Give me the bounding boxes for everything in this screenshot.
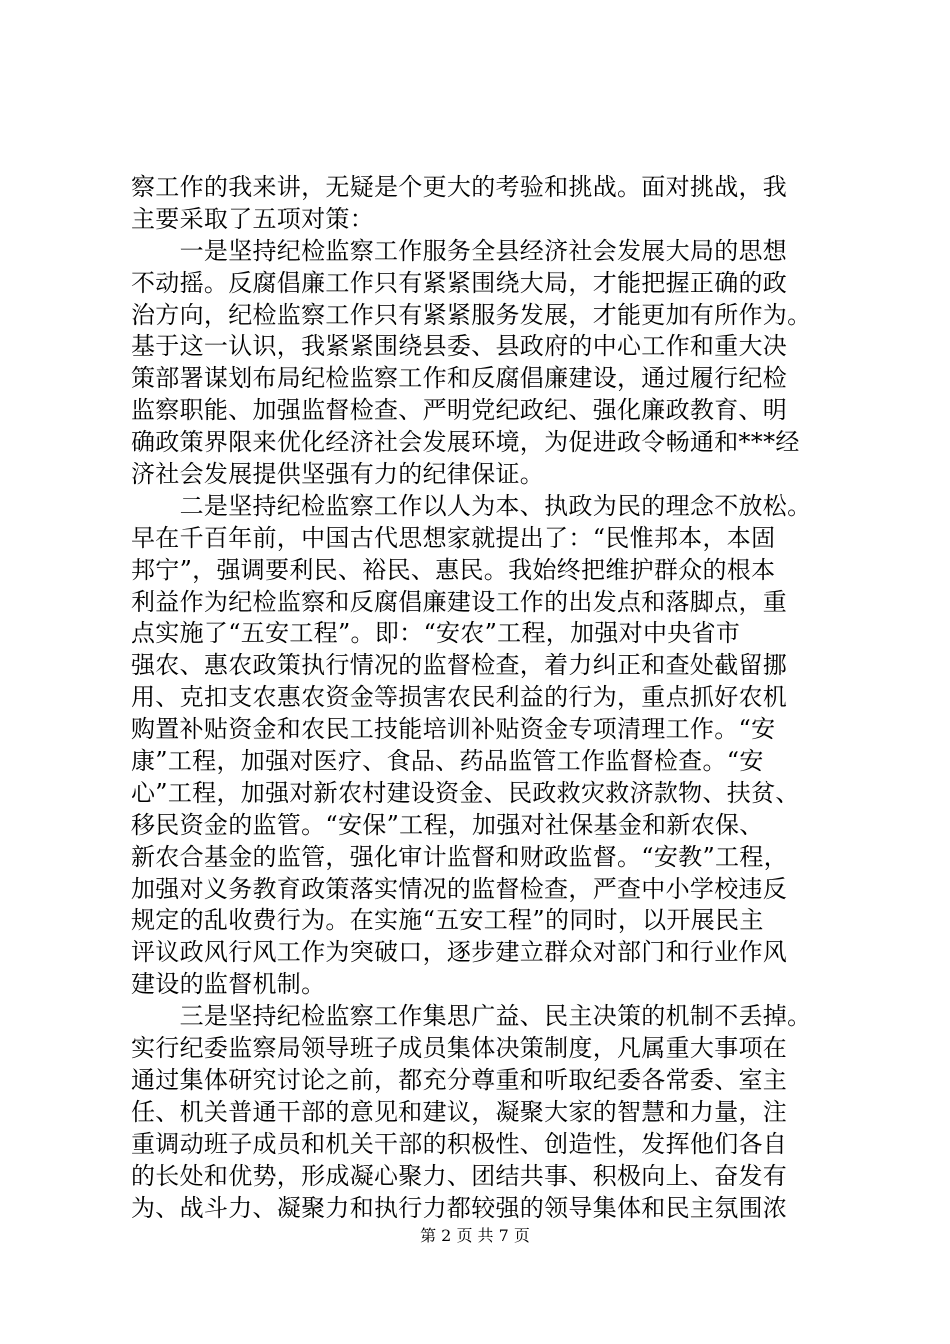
body-text [131,172,859,1224]
text-line: 任、机关普通干部的意见和建议，凝聚大家的智慧和力量，注 [131,1097,788,1126]
text-line: 邦宁”，强调要利民、裕民、惠民。我始终把维护群众的根本 [131,555,776,584]
text-line: 为、战斗力、凝聚力和执行力都较强的领导集体和民主氛围浓 [131,1193,788,1222]
text-line: 二是坚持纪检监察工作以人为本、执政为民的理念不放松。 [131,491,812,520]
text-line: 不动摇。反腐倡廉工作只有紧紧围绕大局，才能把握正确的政 [131,268,788,297]
text-line: 确政策界限来优化经济社会发展环境，为促进政令畅通和***经 [131,428,800,457]
text-line: 移民资金的监管。“安保”工程，加强对社保基金和新农保、 [131,810,764,839]
text-line: 心”工程，加强对新农村建设资金、民政救灾救济款物、扶贫、 [131,778,800,807]
text-line: 强农、惠农政策执行情况的监督检查，着力纠正和查处截留挪 [131,651,788,680]
page-footer [0,1226,950,1246]
text-line: 康”工程，加强对医疗、食品、药品监管工作监督检查。“安 [131,747,764,776]
text-line: 的长处和优势，形成凝心聚力、团结共事、积极向上、奋发有 [131,1161,788,1190]
text-line: 一是坚持纪检监察工作服务全县经济社会发展大局的思想 [131,236,788,265]
text-line: 早在千百年前，中国古代思想家就提出了：“民惟邦本，本固 [131,523,776,552]
text-line: 基于这一认识，我紧紧围绕县委、县政府的中心工作和重大决 [131,332,788,361]
text-line: 评议政风行风工作为突破口，逐步建立群众对部门和行业作风 [131,938,788,967]
text-line: 购置补贴资金和农民工技能培训补贴资金专项清理工作。“安 [131,715,776,744]
text-line: 监察职能、加强监督检查、严明党纪政纪、强化廉政教育、明 [131,396,788,425]
text-line: 主要采取了五项对策： [131,204,374,233]
text-line: 治方向，纪检监察工作只有紧紧服务发展，才能更加有所作为。 [131,300,812,329]
text-line: 济社会发展提供坚强有力的纪律保证。 [131,460,545,489]
text-line: 察工作的我来讲，无疑是个更大的考验和挑战。面对挑战，我 [131,173,788,201]
text-line: 三是坚持纪检监察工作集思广益、民主决策的机制不丢掉。 [131,1002,812,1031]
text-line: 新农合基金的监管，强化审计监督和财政监督。“安教”工程， [131,842,788,871]
text-line: 规定的乱收费行为。在实施“五安工程”的同时，以开展民主 [131,906,764,935]
text-line: 点实施了“五安工程”。即：“安农”工程，加强对中央省市 [131,619,741,648]
text-line: 通过集体研究讨论之前，都充分尊重和听取纪委各常委、室主 [131,1065,788,1094]
text-line: 利益作为纪检监察和反腐倡廉建设工作的出发点和落脚点，重 [131,587,788,616]
text-line: 加强对义务教育政策落实情况的监督检查，严查中小学校违反 [131,874,788,903]
text-line: 策部署谋划布局纪检监察工作和反腐倡廉建设，通过履行纪检 [131,364,788,393]
text-line: 用、克扣支农惠农资金等损害农民利益的行为，重点抓好农机 [131,683,788,712]
page-number-label: 第 2 页 共 7 页 [420,1226,530,1245]
text-line: 建设的监督机制。 [131,970,326,999]
text-line: 实行纪委监察局领导班子成员集体决策制度，凡属重大事项在 [131,1034,788,1063]
text-line: 重调动班子成员和机关干部的积极性、创造性，发挥他们各自 [131,1129,788,1158]
